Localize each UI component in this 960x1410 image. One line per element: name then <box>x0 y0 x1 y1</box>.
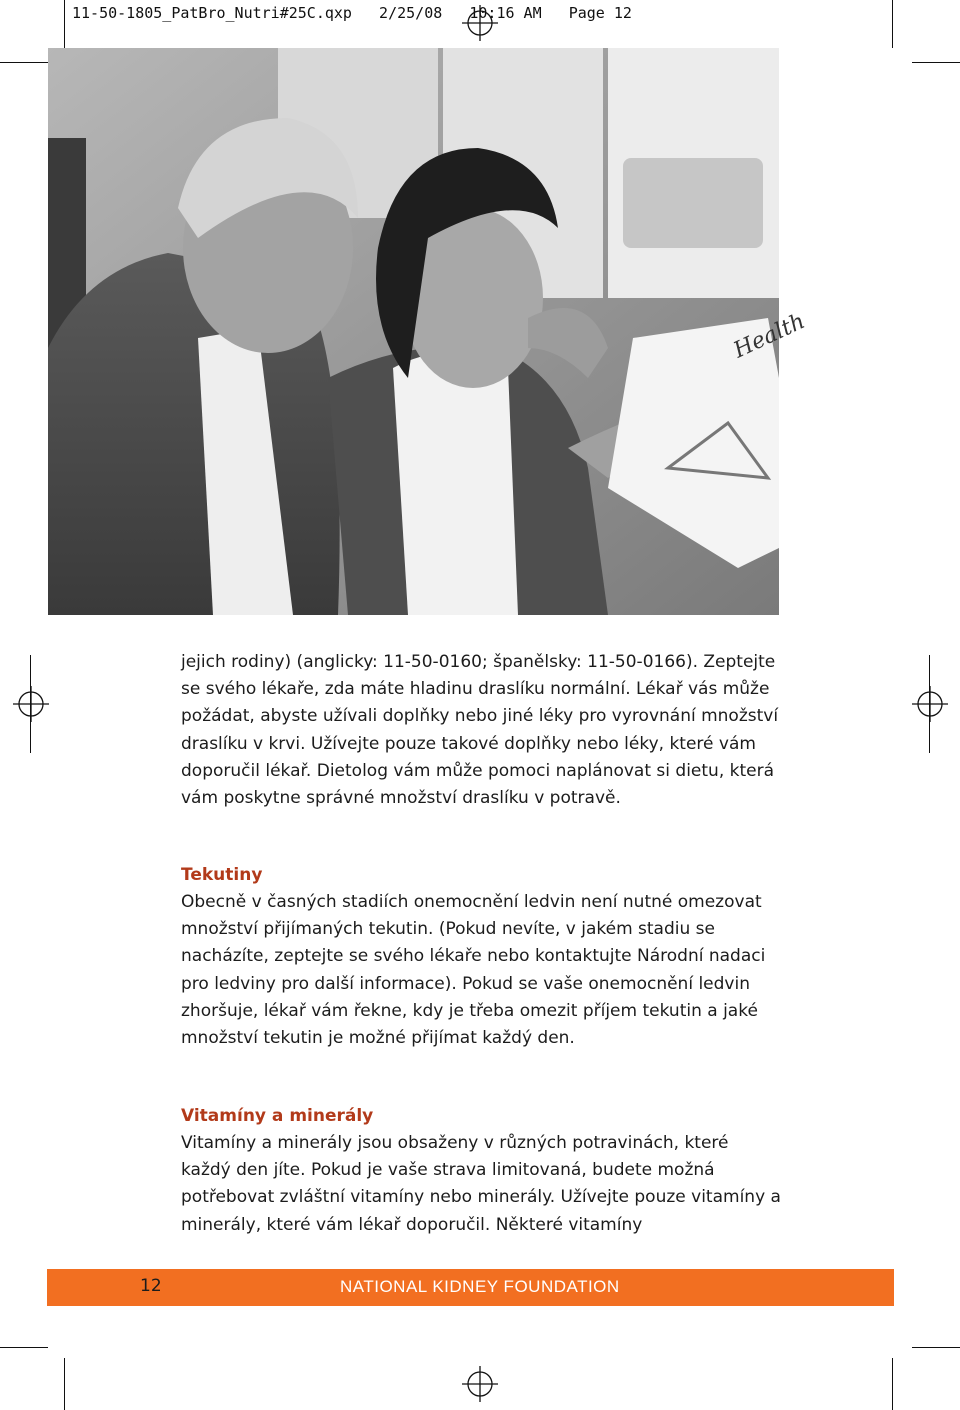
registration-mark-bottom <box>462 1366 498 1402</box>
intro-paragraph <box>181 649 781 812</box>
registration-mark-right <box>912 686 948 722</box>
footer-organization: NATIONAL KIDNEY FOUNDATION <box>340 1277 620 1296</box>
page-number: 12 <box>140 1276 162 1296</box>
section-heading-vitaminy: Vitamíny a minerály <box>181 1106 374 1126</box>
registration-mark-top <box>462 5 498 41</box>
section-heading-tekutiny: Tekutiny <box>181 865 263 885</box>
print-slug: 11-50-1805_PatBro_Nutri#25C.qxp 2/25/08 10:16 AM Page 12 <box>72 4 632 22</box>
section-tekutiny-body <box>181 889 781 1052</box>
registration-mark-left <box>13 686 49 722</box>
registration-line-left <box>30 655 31 753</box>
section-tekutiny-text: Obecně v časných stadiích onemocnění ledvin není nutné omezovat množství přijímaných tekutin. (Pokud nevíte, v jakém stadiu se nacházíte, zeptejte se svého lékaře nebo kontaktujte Národní nadaci pro ledviny pro další informace). Pokud se vaše onemocnění ledvin zhoršuje, lékař vám řekne, kdy je třeba omezit příjem tekutin a jaké množství tekutin je možné přijímat každý den. <box>181 892 766 1049</box>
photo-label-text: Health <box>729 308 809 364</box>
photo-couple-reading-label <box>48 48 809 615</box>
registration-line-right <box>929 655 930 753</box>
intro-text: jejich rodiny) (anglicky: 11-50-0160; španělsky: 11-50-0166). Zeptejte se svého lékaře, zda máte hladinu draslíku normální. Lékař vás může požádat, abyste užívali doplňky nebo jiné léky pro vyrovnání množství draslíku v krvi. Užívejte pouze takové doplňky nebo léky, které vám doporučil lékař. Dietolog vám může pomoci naplánovat si dietu, která vám poskytne správné množství draslíku v potravě. <box>181 652 779 809</box>
section-vitaminy-text: Vitamíny a minerály jsou obsaženy v různých potravinách, které každý den jíte. Pokud je vaše strava limitovaná, budete možná potřebovat zvláštní vitamíny nebo minerály. Užívejte pouze vitamíny a minerály, které vám lékař doporučil. Některé vitamíny <box>181 1133 781 1235</box>
footer-bar <box>47 1269 894 1306</box>
section-vitaminy-body <box>181 1130 781 1239</box>
